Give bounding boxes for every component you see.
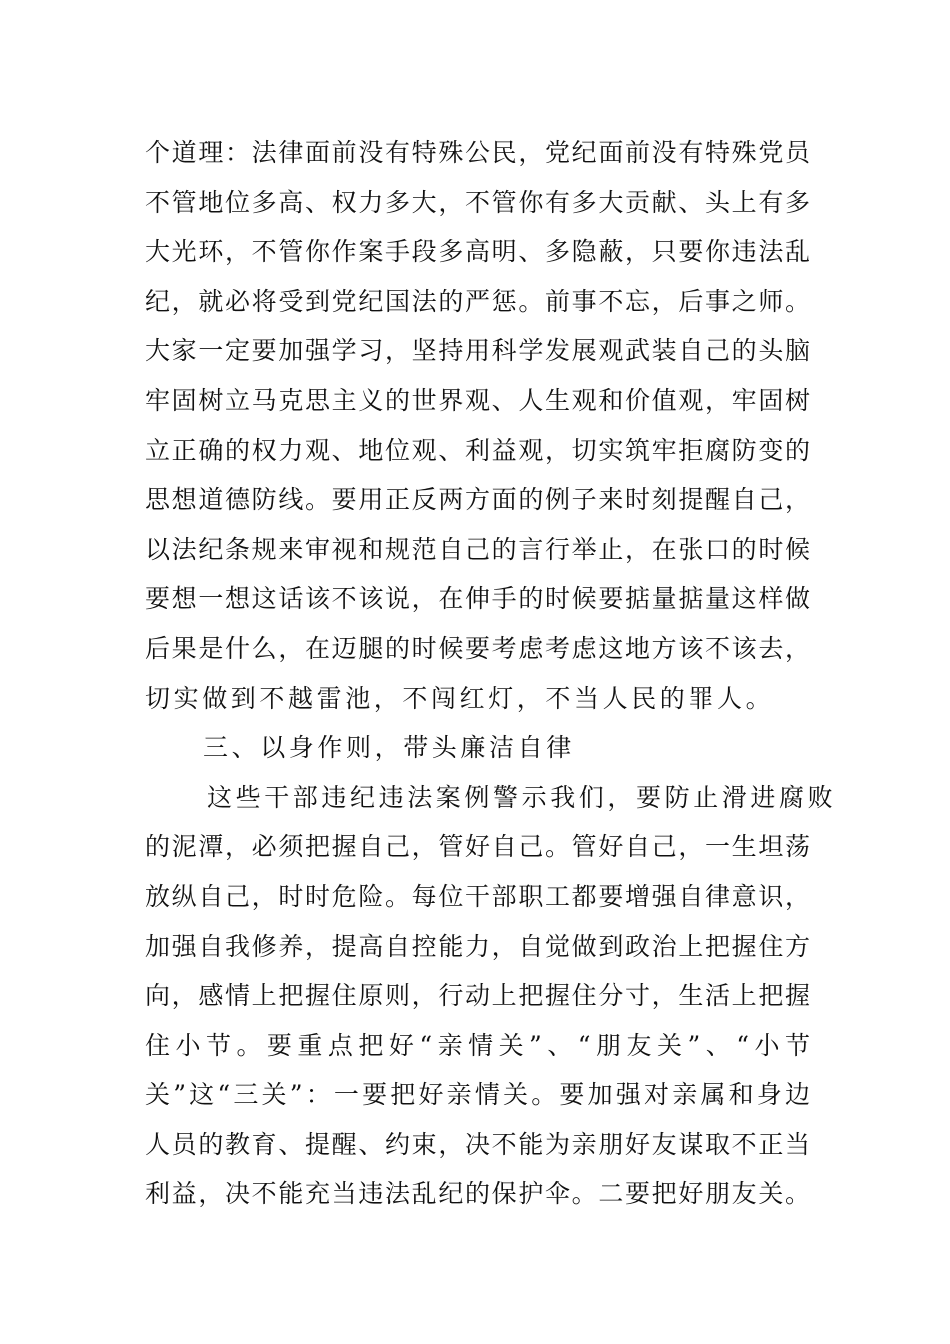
paragraph-first-line: 这些干部违纪违法案例警示我们，要防止滑进腐败	[207, 782, 837, 812]
text-line: 住小节。要重点把好“亲情关”、“朋友关”、“小节	[145, 1030, 810, 1060]
text-line: 人员的教育、提醒、约束，决不能为亲朋好友谋取不正当	[145, 1129, 810, 1159]
text-line: 大光环，不管你作案手段多高明、多隐蔽，只要你违法乱	[145, 237, 810, 267]
section-heading: 三、以身作则，带头廉洁自律	[203, 733, 575, 763]
text-line: 以法纪条规来审视和规范自己的言行举止，在张口的时候	[145, 534, 810, 564]
text-line: 纪，就必将受到党纪国法的严惩。前事不忘，后事之师。	[145, 286, 810, 316]
text-line: 向，感情上把握住原则，行动上把握住分寸，生活上把握	[145, 981, 810, 1011]
text-line: 加强自我修养，提高自控能力，自觉做到政治上把握住方	[145, 931, 810, 961]
text-line: 放纵自己，时时危险。每位干部职工都要增强自律意识，	[145, 881, 810, 911]
text-line: 牢固树立马克思主义的世界观、人生观和价值观，牢固树	[145, 385, 810, 415]
text-line: 利益，决不能充当违法乱纪的保护伞。二要把好朋友关。	[145, 1179, 810, 1209]
text-line: 立正确的权力观、地位观、利益观，切实筑牢拒腐防变的	[145, 435, 810, 465]
text-line: 的泥潭，必须把握自己，管好自己。管好自己，一生坦荡	[145, 832, 810, 862]
text-line: 大家一定要加强学习，坚持用科学发展观武装自己的头脑	[145, 336, 810, 366]
text-line: 个道理：法律面前没有特殊公民，党纪面前没有特殊党员	[145, 138, 810, 167]
text-line: 思想道德防线。要用正反两方面的例子来时刻提醒自己，	[145, 485, 810, 515]
text-line: 后果是什么，在迈腿的时候要考虑考虑这地方该不该去，	[145, 633, 810, 663]
document-page	[145, 128, 837, 1219]
text-line: 关”这“三关”：一要把好亲情关。要加强对亲属和身边	[145, 1080, 810, 1110]
text-line: 要想一想这话该不该说，在伸手的时候要掂量掂量这样做	[145, 584, 810, 614]
text-line: 不管地位多高、权力多大，不管你有多大贡献、头上有多	[145, 187, 810, 217]
text-line-paragraph-end: 切实做到不越雷池，不闯红灯，不当人民的罪人。	[145, 683, 775, 713]
